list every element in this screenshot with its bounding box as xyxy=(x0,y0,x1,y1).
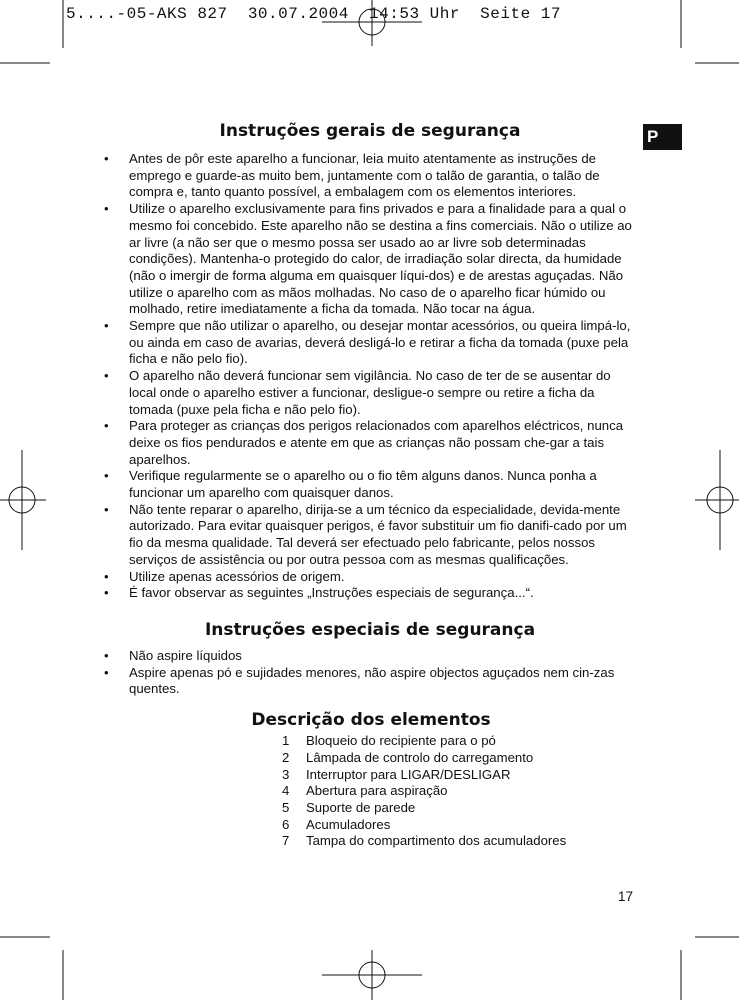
bullet-icon: • xyxy=(104,318,109,334)
bullet-icon: • xyxy=(104,568,109,584)
bullet-icon: • xyxy=(104,151,109,166)
bullet-icon: • xyxy=(104,368,109,384)
bullet-icon: • xyxy=(104,585,109,601)
bullet-icon: • xyxy=(104,664,109,680)
item-label: Tampa do compartimento dos acumuladores xyxy=(306,833,567,849)
elements-list xyxy=(104,733,636,850)
item-number: 1 xyxy=(282,733,290,749)
list-item xyxy=(282,767,636,784)
item-number: 7 xyxy=(282,833,290,849)
registration-mark-bottom xyxy=(322,950,422,1000)
bullet-icon: • xyxy=(104,647,109,663)
list-item xyxy=(282,800,636,817)
list-item: • Aspire apenas pó e sujidades menores, não aspire objectos aguçados nem cin-zas quentes. xyxy=(104,664,615,697)
registration-mark-left xyxy=(0,450,46,550)
page-content xyxy=(104,121,636,850)
item-label: Lâmpada de controlo do carregamento xyxy=(306,749,534,765)
bullet-icon: • xyxy=(104,201,109,217)
item-label: Acumuladores xyxy=(306,816,391,832)
list-item: • Para proteger as crianças dos perigos relacionados com aparelhos eléctricos, nunca deixe os fios pendurados e atente em que as crianças não possam che-gar a tais aparelhos. xyxy=(104,418,624,467)
bullet-icon: • xyxy=(104,418,109,434)
item-number: 5 xyxy=(282,799,290,815)
bullet-icon: • xyxy=(104,501,109,517)
list-item: • O aparelho não deverá funcionar sem vigilância. No caso de ter de se ausentar do local onde o aparelho estiver a funcionar, desligue-o sempre ou retire a ficha da tomada (puxe pela ficha e não pelo fio). xyxy=(104,368,611,417)
list-item: • Sempre que não utilizar o aparelho, ou desejar montar acessórios, ou queira limpá-lo, ou ainda em caso de avarias, deverá desligá-lo e retirar a ficha da tomada (puxe pela ficha e não pelo fio). xyxy=(104,318,631,367)
list-item xyxy=(282,750,636,767)
item-label: Bloqueio do recipiente para o pó xyxy=(306,733,496,749)
list-item: • Antes de pôr este aparelho a funcionar, leia muito atentamente as instruções de emprego e guarde-as muito bem, juntamente com o talão de garantia, o talão de compra e, tanto quanto possível, a embalagem com os elementos interiores. xyxy=(104,151,600,200)
list-item: • Não aspire líquidos xyxy=(104,647,242,663)
general-safety-list xyxy=(104,151,636,602)
general-safety-title: Instruções gerais de segurança xyxy=(219,121,521,141)
list-item xyxy=(282,817,636,834)
item-number: 4 xyxy=(282,783,290,799)
list-item: • Verifique regularmente se o aparelho ou o fio têm alguns danos. Nunca ponha a funcionar um aparelho com quaisquer danos. xyxy=(104,468,597,501)
language-tab: P xyxy=(643,124,682,150)
bullet-icon: • xyxy=(104,468,109,484)
special-safety-title: Instruções especiais de segurança xyxy=(204,619,536,640)
list-item: • Utilize apenas acessórios de origem. xyxy=(104,568,345,584)
item-label: Suporte de parede xyxy=(306,799,416,815)
list-item xyxy=(282,833,636,850)
list-item: • É favor observar as seguintes „Instruções especiais de segurança...“. xyxy=(104,585,534,601)
list-item xyxy=(282,783,636,800)
special-safety-list xyxy=(104,648,636,698)
item-label: Interruptor para LIGAR/DESLIGAR xyxy=(306,766,511,782)
item-number: 3 xyxy=(282,766,290,782)
item-label: Abertura para aspiração xyxy=(306,783,448,799)
list-item: • Utilize o aparelho exclusivamente para fins privados e para a finalidade para a qual o mesmo foi concebido. Este aparelho não se destina a fins comerciais. Não o utilize ao ar livre (a não ser que o mesmo possa ser usado ao ar livre sob determinadas condições). Mantenha-o protegido do calor, de irradiação solar directa, da humidade (não o imergir de forma alguma em quaisquer líqui-dos) e de arestas aguçadas. Não utilize o aparelho com as mãos molhadas. No caso de o aparelho ficar húmido ou molhado, retire imediatamente a ficha da tomada. Não tocar na água. xyxy=(104,201,632,317)
print-header: 5....-05-AKS 827 30.07.2004 14:53 Uhr Seite 17 xyxy=(66,5,561,23)
registration-mark-right xyxy=(695,450,739,550)
elements-title: Descrição dos elementos xyxy=(251,710,491,731)
list-item xyxy=(282,733,636,750)
item-number: 6 xyxy=(282,816,290,832)
page-number: 17 xyxy=(618,889,634,904)
item-number: 2 xyxy=(282,749,290,765)
list-item: • Não tente reparar o aparelho, dirija-se a um técnico da especialidade, devida-mente autorizado. Para evitar quaisquer perigos, é favor substituir um fio danifi-cado por um fio da mesma qualidade. Tal deverá ser efectuado pelo fabricante, pelos nossos serviços de assistência ou por outra pessoa com as mesmas qualificações. xyxy=(104,501,627,567)
